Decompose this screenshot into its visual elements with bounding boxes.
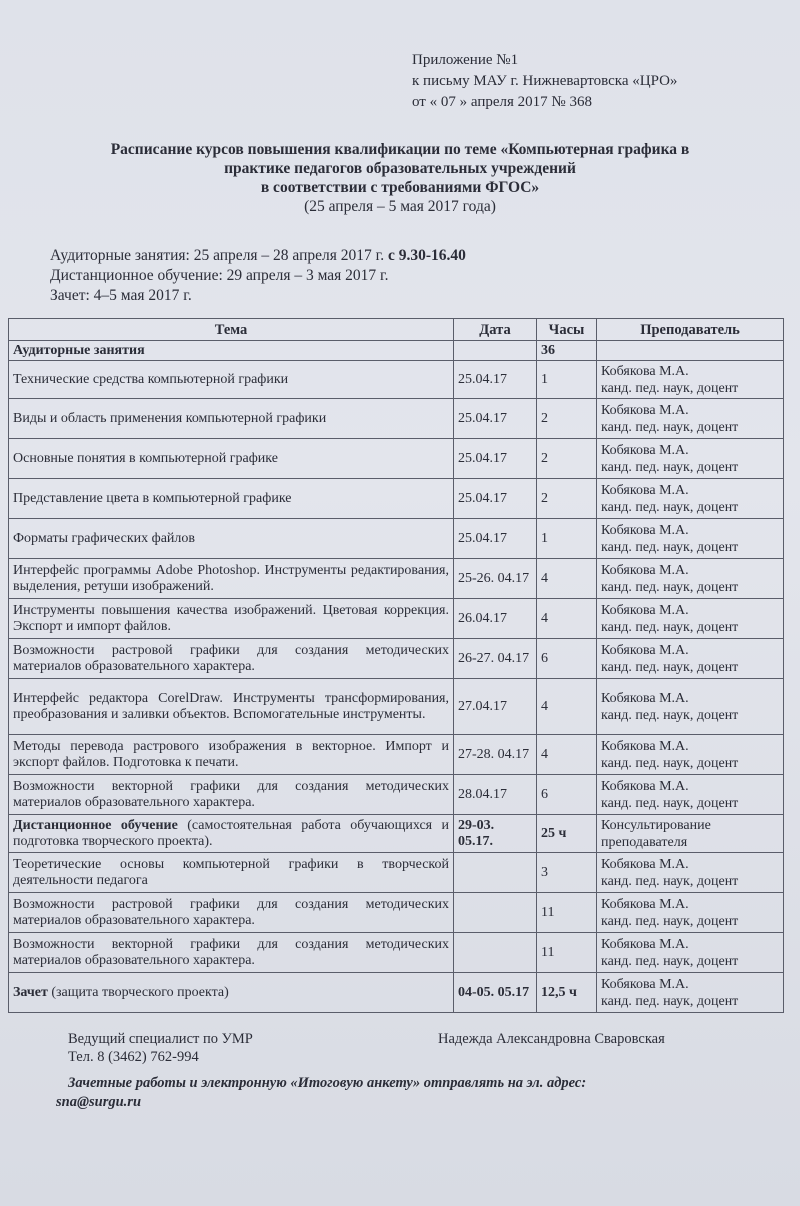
teacher-name: Консультирование	[601, 817, 711, 833]
section-label: Аудиторные занятия	[9, 341, 454, 361]
row-date	[454, 893, 537, 933]
classes-time: с 9.30-16.40	[388, 247, 466, 264]
teacher-degree: канд. пед. наук, доцент	[601, 459, 739, 475]
teacher-degree: канд. пед. наук, доцент	[601, 659, 739, 675]
specialist-position: Ведущий специалист по УМР	[68, 1031, 253, 1047]
row-hours: 4	[537, 559, 597, 599]
header-date: Дата	[454, 319, 537, 341]
table-row	[9, 399, 784, 439]
row-hours: 6	[537, 639, 597, 679]
appendix-line: Приложение №1	[412, 52, 519, 68]
appendix-block	[412, 50, 677, 113]
row-topic: Интерфейс программы Adobe Photoshop. Инструменты редактирования, выделения, ретуши изображений.	[9, 559, 454, 599]
row-topic: Возможности растровой графики для создания методических материалов образовательного характера.	[9, 893, 454, 933]
row-date: 25-26. 04.17	[454, 559, 537, 599]
table-row	[9, 361, 784, 399]
teacher-degree: канд. пед. наук, доцент	[601, 539, 739, 555]
row-topic: Теоретические основы компьютерной графики в творческой деятельности педагога	[9, 853, 454, 893]
row-date: 25.04.17	[454, 361, 537, 399]
row-date: 29-03. 05.17.	[454, 815, 537, 853]
row-date: 25.04.17	[454, 479, 537, 519]
teacher-name: Кобякова М.А.	[601, 936, 689, 952]
section-date	[454, 341, 537, 361]
table-row	[9, 775, 784, 815]
teacher-name: Кобякова М.А.	[601, 522, 689, 538]
teacher-name: Кобякова М.А.	[601, 442, 689, 458]
teacher-degree: канд. пед. наук, доцент	[601, 755, 739, 771]
table-row	[9, 933, 784, 973]
teacher-name: Кобякова М.А.	[601, 642, 689, 658]
row-topic-bold: Дистанционное обучение	[13, 817, 178, 833]
row-topic-rest: (защита творческого проекта)	[47, 984, 229, 1000]
table-row	[9, 599, 784, 639]
schedule-meta	[50, 246, 466, 306]
appendix-line: от « 07 » апреля 2017 № 368	[412, 94, 592, 110]
teacher-degree: канд. пед. наук, доцент	[601, 380, 739, 396]
classes-period	[50, 246, 466, 266]
exam-period: Зачет: 4–5 мая 2017 г.	[50, 287, 192, 304]
teacher-name: Кобякова М.А.	[601, 976, 689, 992]
row-topic: Виды и область применения компьютерной графики	[9, 399, 454, 439]
row-topic-rest: (самостоятельная работа обучающихся и подготовка творческого проекта).	[13, 817, 449, 849]
row-teacher	[597, 973, 784, 1013]
section-hours: 36	[537, 341, 597, 361]
row-date: 26-27. 04.17	[454, 639, 537, 679]
teacher-degree: канд. пед. наук, доцент	[601, 419, 739, 435]
row-date	[454, 853, 537, 893]
row-hours: 11	[537, 893, 597, 933]
row-hours: 4	[537, 599, 597, 639]
specialist-name: Надежда Александровна Сваровская	[438, 1031, 665, 1047]
row-date: 25.04.17	[454, 399, 537, 439]
row-hours: 12,5 ч	[537, 973, 597, 1013]
teacher-name: Кобякова М.А.	[601, 738, 689, 754]
schedule-table	[8, 318, 784, 1013]
teacher-degree: канд. пед. наук, доцент	[601, 795, 739, 811]
teacher-degree: канд. пед. наук, доцент	[601, 953, 739, 969]
row-topic: Возможности растровой графики для создания методических материалов образовательного характера.	[9, 639, 454, 679]
row-hours: 4	[537, 679, 597, 735]
contact-email: sna@surgu.ru	[56, 1094, 142, 1110]
submission-note: Зачетные работы и электронную «Итоговую анкету» отправлять на эл. адрес:	[68, 1075, 587, 1091]
row-date	[454, 933, 537, 973]
row-date: 25.04.17	[454, 519, 537, 559]
table-row	[9, 439, 784, 479]
teacher-degree: канд. пед. наук, доцент	[601, 499, 739, 515]
row-teacher	[597, 775, 784, 815]
row-teacher	[597, 815, 784, 853]
header-teacher: Преподаватель	[597, 319, 784, 341]
document-footer	[56, 1030, 768, 1112]
teacher-name: Кобякова М.А.	[601, 896, 689, 912]
row-date: 26.04.17	[454, 599, 537, 639]
teacher-name: Кобякова М.А.	[601, 482, 689, 498]
row-hours: 4	[537, 735, 597, 775]
row-topic: Возможности векторной графики для создания методических материалов образовательного характера.	[9, 933, 454, 973]
teacher-name: Кобякова М.А.	[601, 402, 689, 418]
row-topic	[9, 973, 454, 1013]
row-hours: 11	[537, 933, 597, 973]
table-row	[9, 519, 784, 559]
row-teacher	[597, 893, 784, 933]
row-topic-bold: Зачет	[13, 984, 48, 1000]
teacher-degree: канд. пед. наук, доцент	[601, 619, 739, 635]
table-header-row	[9, 319, 784, 341]
table-row	[9, 853, 784, 893]
teacher-degree: канд. пед. наук, доцент	[601, 579, 739, 595]
table-row	[9, 639, 784, 679]
row-teacher	[597, 559, 784, 599]
row-teacher	[597, 361, 784, 399]
row-date: 27.04.17	[454, 679, 537, 735]
row-topic: Интерфейс редактора CorelDraw. Инструменты трансформирования, преобразования и заливки объектов. Вспомогательные инструменты.	[9, 679, 454, 735]
row-teacher	[597, 933, 784, 973]
table-row	[9, 735, 784, 775]
title-line: в соответствии с требованиями ФГОС»	[260, 179, 540, 196]
row-teacher	[597, 399, 784, 439]
teacher-name: Кобякова М.А.	[601, 562, 689, 578]
row-topic: Форматы графических файлов	[9, 519, 454, 559]
row-hours: 1	[537, 361, 597, 399]
row-topic: Методы перевода растрового изображения в векторное. Импорт и экспорт файлов. Подготовка к печати.	[9, 735, 454, 775]
row-hours: 2	[537, 479, 597, 519]
section-row-distance	[9, 815, 784, 853]
row-topic: Инструменты повышения качества изображений. Цветовая коррекция. Экспорт и импорт файлов.	[9, 599, 454, 639]
row-date: 25.04.17	[454, 439, 537, 479]
row-date: 28.04.17	[454, 775, 537, 815]
row-topic	[9, 815, 454, 853]
row-date: 27-28. 04.17	[454, 735, 537, 775]
teacher-degree: преподавателя	[601, 834, 688, 850]
row-teacher	[597, 479, 784, 519]
section-row-classes	[9, 341, 784, 361]
section-row-exam	[9, 973, 784, 1013]
row-teacher	[597, 735, 784, 775]
row-teacher	[597, 679, 784, 735]
table-row	[9, 893, 784, 933]
row-topic: Возможности векторной графики для создания методических материалов образовательного характера.	[9, 775, 454, 815]
header-hours: Часы	[537, 319, 597, 341]
header-topic: Тема	[9, 319, 454, 341]
title-dates: (25 апреля – 5 мая 2017 года)	[304, 198, 496, 215]
teacher-name: Кобякова М.А.	[601, 690, 689, 706]
document-title	[0, 140, 800, 216]
table-row	[9, 479, 784, 519]
table-row	[9, 559, 784, 599]
teacher-degree: канд. пед. наук, доцент	[601, 707, 739, 723]
row-hours: 1	[537, 519, 597, 559]
row-hours: 3	[537, 853, 597, 893]
row-topic: Технические средства компьютерной графики	[9, 361, 454, 399]
contact-phone: Тел. 8 (3462) 762-994	[68, 1049, 199, 1065]
row-hours: 25 ч	[537, 815, 597, 853]
signature-row	[68, 1030, 768, 1048]
classes-label: Аудиторные занятия: 25 апреля – 28 апреля 2017 г.	[50, 247, 385, 264]
row-teacher	[597, 639, 784, 679]
row-teacher	[597, 519, 784, 559]
teacher-name: Кобякова М.А.	[601, 363, 689, 379]
title-line: Расписание курсов повышения квалификации по теме «Компьютерная графика в	[110, 141, 690, 158]
distance-period: Дистанционное обучение: 29 апреля – 3 мая 2017 г.	[50, 267, 389, 284]
appendix-line: к письму МАУ г. Нижневартовска «ЦРО»	[412, 73, 678, 89]
title-line: практике педагогов образовательных учреждений	[224, 160, 576, 177]
row-topic: Основные понятия в компьютерной графике	[9, 439, 454, 479]
row-hours: 2	[537, 439, 597, 479]
teacher-degree: канд. пед. наук, доцент	[601, 993, 739, 1009]
row-hours: 2	[537, 399, 597, 439]
teacher-name: Кобякова М.А.	[601, 778, 689, 794]
teacher-name: Кобякова М.А.	[601, 602, 689, 618]
section-teacher	[597, 341, 784, 361]
row-teacher	[597, 853, 784, 893]
row-teacher	[597, 599, 784, 639]
row-topic: Представление цвета в компьютерной графике	[9, 479, 454, 519]
row-teacher	[597, 439, 784, 479]
row-hours: 6	[537, 775, 597, 815]
teacher-degree: канд. пед. наук, доцент	[601, 873, 739, 889]
teacher-name: Кобякова М.А.	[601, 856, 689, 872]
table-row	[9, 679, 784, 735]
row-date: 04-05. 05.17	[454, 973, 537, 1013]
teacher-degree: канд. пед. наук, доцент	[601, 913, 739, 929]
